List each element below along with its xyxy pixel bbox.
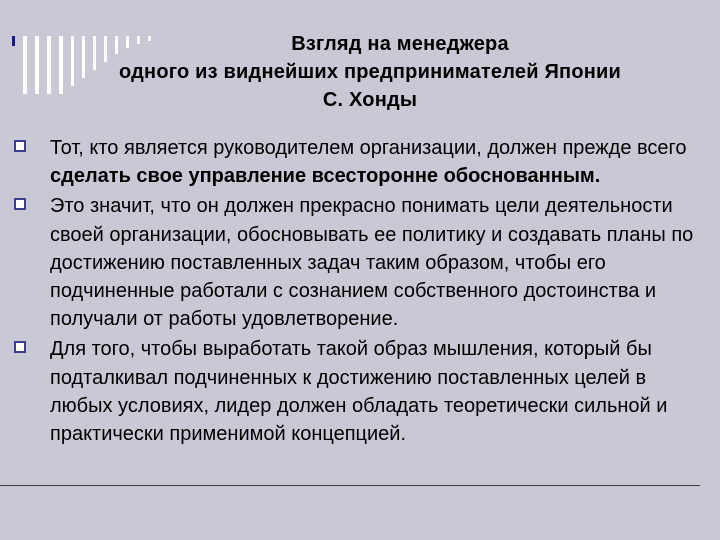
bullet-item [14,134,714,190]
bullet-text-strong: сделать свое управление всесторонне обоснованным. [50,165,601,188]
bullet-text: Это значит, что он должен прекрасно понимать цели деятельности своей организации, обосновывать ее политику и создавать планы по достижению поставленных задач таким образом, чтобы его подчиненные работали с сознанием собственного достоинства и получали от работы удовлетворение. [50,195,694,331]
hollow-square-icon [14,341,26,353]
bullet-item [14,335,714,448]
hollow-square-icon [14,198,26,210]
stripe-bar [23,36,27,94]
slide-title [100,30,640,114]
stripe-bar [12,36,15,46]
title-line-3: С. Хонды [322,89,418,111]
title-line-2: одного из виднейших предпринимателей Японии [118,61,622,83]
title-line-1: Взгляд на менеджера [291,33,509,55]
stripe-bar [82,36,85,78]
stripe-bar [47,36,51,94]
bullet-text: Для того, чтобы выработать такой образ мышления, который бы подталкивал подчиненных к достижению поставленных целей в любых условиях, лидер должен обладать теоретически сильной и практически применимой концепцией. [50,338,668,446]
divider-line [0,485,700,486]
bullet-item [14,192,714,333]
stripe-bar [93,36,96,70]
stripe-bar [35,36,39,94]
bullet-list [14,134,714,450]
stripe-bar [59,36,63,94]
hollow-square-icon [14,140,26,152]
bullet-text: Тот, кто является руководителем организации, должен прежде всего [50,137,687,159]
stripe-bar [71,36,74,86]
